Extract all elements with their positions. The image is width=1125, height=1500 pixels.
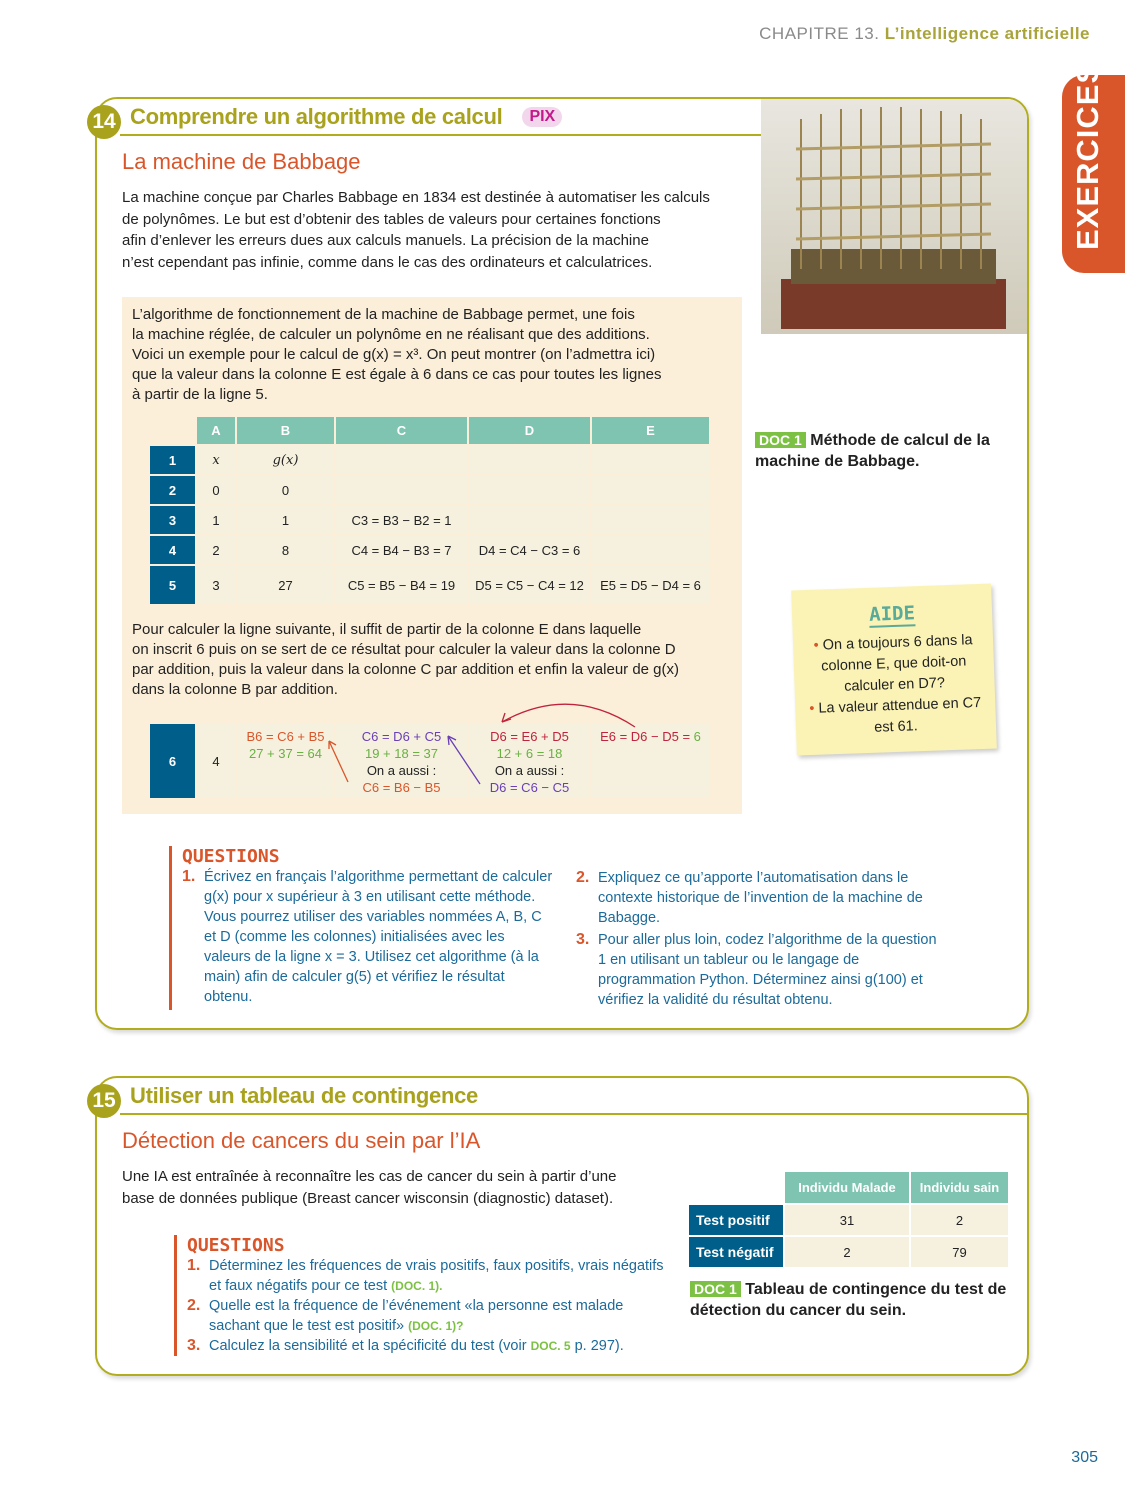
question-3 xyxy=(187,1336,667,1356)
row-6-wrapper xyxy=(148,722,728,800)
doc-line: Voici un exemple pour le calcul de g(x) = x³. On peut montrer (on l’admettra ici) xyxy=(132,346,656,363)
question-number: 3. xyxy=(187,1337,201,1354)
doc-text xyxy=(132,305,732,405)
question-2 xyxy=(576,868,946,928)
exercise-subtitle: Détection de cancers du sein par l’IA xyxy=(122,1128,481,1153)
pix-badge: PIX xyxy=(522,107,562,127)
exercise-title-row xyxy=(130,1083,478,1109)
intro-line: n’est cependant pas infinie, comme dans le cas des ordinateurs et calculatrices. xyxy=(122,253,653,271)
result: 6 xyxy=(693,729,701,744)
arrow-e-to-d xyxy=(480,694,650,729)
col-header: E xyxy=(592,417,709,444)
question-number: 1. xyxy=(182,868,196,885)
cell xyxy=(336,446,467,474)
table-row xyxy=(150,476,709,504)
exercise-subtitle: La machine de Babbage xyxy=(122,149,361,174)
doc-column xyxy=(687,1170,1012,1356)
col-header: B xyxy=(237,417,334,444)
table-row xyxy=(689,1205,1008,1235)
babbage-table xyxy=(148,415,711,606)
contingency-table xyxy=(687,1170,1010,1269)
row-header: Test négatif xyxy=(689,1237,783,1267)
aide-title: AIDE xyxy=(868,602,916,626)
doc-reference: (DOC. 1). xyxy=(391,1279,443,1293)
divider xyxy=(120,1113,1028,1115)
doc-caption-text: Tableau de contingence du test de détection du cancer du sein. xyxy=(690,1281,1007,1319)
cell: 0 xyxy=(237,476,334,504)
table-row xyxy=(150,446,709,474)
doc-reference: (DOC. 1)? xyxy=(408,1319,464,1333)
cell: 1 xyxy=(237,506,334,534)
doc-reference: DOC. 5 xyxy=(530,1339,571,1353)
exercise-title: Comprendre un algorithme de calcul xyxy=(130,104,503,129)
chapter-number: CHAPITRE 13. xyxy=(759,24,880,43)
cell xyxy=(592,536,709,564)
intro-text xyxy=(122,1166,667,1209)
cell: 2 xyxy=(785,1237,909,1267)
table-row xyxy=(150,724,709,798)
exercise-title-row xyxy=(130,104,562,130)
row-header: 4 xyxy=(150,536,195,564)
cell xyxy=(592,506,709,534)
table-row xyxy=(689,1237,1008,1267)
cell: 2 xyxy=(911,1205,1008,1235)
chapter-title: L’intelligence artificielle xyxy=(884,24,1090,43)
question-text: Calculez la sensibilité et la spécificité du test (voir xyxy=(209,1338,527,1354)
doc-line: que la valeur dans la colonne E est égale à 6 dans ce cas pour toutes les lignes xyxy=(132,366,662,383)
cell xyxy=(469,506,590,534)
cell-c6 xyxy=(336,724,467,798)
doc-label: DOC 1 xyxy=(690,1281,741,1297)
table-row xyxy=(150,506,709,534)
doc-text-2 xyxy=(132,620,732,700)
doc-caption-text: Méthode de calcul de la machine de Babbage. xyxy=(755,432,990,470)
cell xyxy=(592,446,709,474)
row-6-table xyxy=(148,722,711,800)
cell: 0 xyxy=(197,476,235,504)
intro-text xyxy=(122,187,742,273)
table-row xyxy=(150,566,709,604)
exercise-number: 15 xyxy=(87,1084,121,1118)
question-number: 1. xyxy=(187,1257,201,1274)
cell: D5 = C5 − C4 = 12 xyxy=(469,566,590,604)
col-header: Individu sain xyxy=(911,1172,1008,1203)
exercices-tab xyxy=(1062,61,1125,273)
question-1 xyxy=(182,867,554,1007)
exercise-number: 14 xyxy=(87,105,121,139)
row-header: 3 xyxy=(150,506,195,534)
doc-line: dans la colonne B par addition. xyxy=(132,681,338,698)
cell: 4 xyxy=(197,724,235,798)
cell: 8 xyxy=(237,536,334,564)
intro-line: La machine conçue par Charles Babbage en 1834 est destinée à automatiser les calculs xyxy=(122,189,710,206)
question-2 xyxy=(187,1296,667,1336)
divider xyxy=(120,134,762,136)
col-header: C xyxy=(336,417,467,444)
question-text: Déterminez les fréquences de vrais positifs, faux positifs, vrais négatifs et faux négatifs pour ce test xyxy=(209,1258,664,1294)
row-header: 1 xyxy=(150,446,195,474)
formula: C6 = D6 + C5 xyxy=(361,729,442,744)
page-number: 305 xyxy=(1071,1449,1098,1466)
questions-column-1 xyxy=(169,846,554,1010)
row-header: Test positif xyxy=(689,1205,783,1235)
question-3 xyxy=(576,930,946,1010)
cell xyxy=(469,446,590,474)
exercise-body xyxy=(122,1116,1027,1356)
aide-item-text: On a toujours 6 dans la colonne E, que doit-on calculer en D7? xyxy=(821,632,973,695)
page-content xyxy=(92,97,1029,1376)
cell: 2 xyxy=(197,536,235,564)
question-text-tail: p. 297). xyxy=(574,1338,624,1354)
machine-illustration xyxy=(761,99,1027,334)
formula: D6 = C6 − C5 xyxy=(489,780,570,795)
cell: 1 xyxy=(197,506,235,534)
col-header: D xyxy=(469,417,590,444)
exercise-15-box xyxy=(92,1076,1029,1376)
cell xyxy=(336,476,467,504)
cell xyxy=(592,476,709,504)
result: 27 + 37 = 64 xyxy=(248,746,322,761)
cell-b6 xyxy=(237,724,334,798)
exercise-main xyxy=(122,1116,667,1356)
aide-item: • La valeur attendue en C7 est 61. xyxy=(809,694,982,736)
doc-line: à partir de la ligne 5. xyxy=(132,386,268,403)
doc-line: la machine réglée, de calculer un polynôme en ne réalisant que des additions. xyxy=(132,326,650,343)
doc-line: on inscrit 6 puis on se sert de ce résultat pour calculer la valeur dans la colonne D xyxy=(132,641,676,658)
question-text: Quelle est la fréquence de l’événement «la personne est malade sachant que le test est positif» xyxy=(209,1298,624,1334)
cell: g(x) xyxy=(237,446,334,474)
cell: C3 = B3 − B2 = 1 xyxy=(336,506,467,534)
question-text: Pour aller plus loin, codez l’algorithme de la question 1 en utilisant un tableur ou le langage de programmation Python. Déterminez ainsi g(100) et vérifiez la validité du résultat obtenu. xyxy=(598,932,937,1008)
cell: C5 = B5 − B4 = 19 xyxy=(336,566,467,604)
question-text: Écrivez en français l’algorithme permettant de calculer g(x) pour x supérieur à 3 en utilisant cette méthode. Vous pourrez utiliser des variables nommées A, B, C et D (comme les colonnes) initialisées avec les valeurs de la ligne x = 3. Utilisez cet algorithme (à la main) afin de calculer g(5) et vérifiez le résultat obtenu. xyxy=(204,869,553,1005)
cell-e6 xyxy=(592,724,709,798)
doc-panel xyxy=(122,297,742,814)
formula: B6 = C6 + B5 xyxy=(246,729,325,744)
formula: C6 = B6 − B5 xyxy=(362,780,441,795)
question-text: Expliquez ce qu’apporte l’automatisation dans le contexte historique de l’invention de la machine de Babagge. xyxy=(598,870,923,926)
questions-title: QUESTIONS xyxy=(187,1235,285,1256)
question-number: 2. xyxy=(187,1297,201,1314)
note: On a aussi : xyxy=(494,763,565,778)
exercise-title: Utiliser un tableau de contingence xyxy=(130,1083,478,1108)
aide-item: • On a toujours 6 dans la colonne E, que doit-on calculer en D7? xyxy=(813,632,973,695)
row-header: 6 xyxy=(150,724,195,798)
exercise-main xyxy=(122,149,742,814)
questions-title: QUESTIONS xyxy=(182,846,280,867)
cell: 3 xyxy=(197,566,235,604)
cell: x xyxy=(197,446,235,474)
doc-line: L’algorithme de fonctionnement de la machine de Babbage permet, une fois xyxy=(132,306,635,323)
intro-line: de polynômes. Le but est d’obtenir des tables de valeurs pour certaines fonctions xyxy=(122,210,661,228)
row-header: 2 xyxy=(150,476,195,504)
exercise-14-box xyxy=(92,97,1029,1030)
doc-caption xyxy=(690,1279,1012,1321)
cell: C4 = B4 − B3 = 7 xyxy=(336,536,467,564)
questions-block xyxy=(174,1235,667,1356)
question-number: 3. xyxy=(576,931,590,948)
questions-column-2 xyxy=(576,846,946,1010)
question-number: 2. xyxy=(576,869,590,886)
intro-line: base de données publique (Breast cancer wisconsin (diagnostic) dataset). xyxy=(122,1189,614,1207)
cell-d6 xyxy=(469,724,590,798)
col-header: Individu Malade xyxy=(785,1172,909,1203)
formula: E6 = D6 − D5 = xyxy=(600,729,694,744)
exercices-tab-label: EXERCICES xyxy=(1070,61,1105,250)
babbage-machine-image xyxy=(761,99,1027,334)
doc-line: par addition, puis la valeur dans la colonne C par addition et enfin la valeur de g(x) xyxy=(132,661,680,678)
cell: 31 xyxy=(785,1205,909,1235)
result: 19 + 18 = 37 xyxy=(364,746,438,761)
question-1 xyxy=(187,1256,667,1296)
cell: E5 = D5 − D4 = 6 xyxy=(592,566,709,604)
intro-line: afin d’enlever les erreurs dues aux calculs manuels. La précision de la machine xyxy=(122,232,649,249)
intro-line: Une IA est entraînée à reconnaître les cas de cancer du sein à partir d’une xyxy=(122,1168,617,1185)
table-row xyxy=(150,536,709,564)
cell: D4 = C4 − C3 = 6 xyxy=(469,536,590,564)
cell xyxy=(469,476,590,504)
aide-note xyxy=(791,584,997,756)
cell: 27 xyxy=(237,566,334,604)
result: 12 + 6 = 18 xyxy=(496,746,563,761)
row-header: 5 xyxy=(150,566,195,604)
formula: D6 = E6 + D5 xyxy=(490,729,569,744)
doc-caption xyxy=(755,430,1015,472)
aide-item-text: La valeur attendue en C7 est 61. xyxy=(818,694,982,736)
col-header: A xyxy=(197,417,235,444)
exercise-header xyxy=(92,1078,1027,1116)
questions-section xyxy=(169,846,1027,1010)
doc-line: Pour calculer la ligne suivante, il suffit de partir de la colonne E dans laquelle xyxy=(132,621,642,638)
cell: 79 xyxy=(911,1237,1008,1267)
chapter-header xyxy=(759,24,1090,44)
doc-label: DOC 1 xyxy=(755,432,806,448)
note: On a aussi : xyxy=(366,763,437,778)
